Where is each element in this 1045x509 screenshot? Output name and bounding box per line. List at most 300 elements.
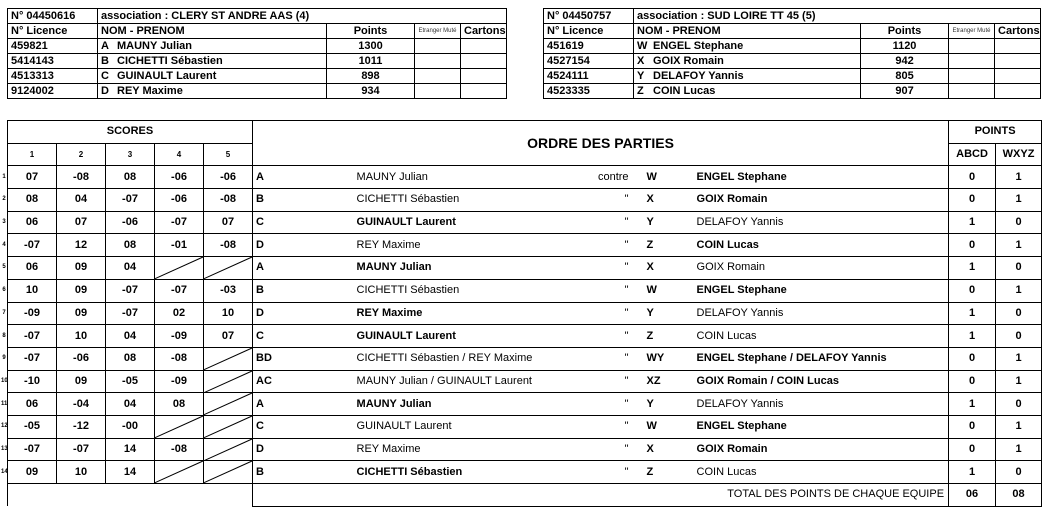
points-abcd: 0 — [949, 415, 996, 438]
set-score: -01 — [155, 234, 204, 257]
player-name: GOIX Romain — [653, 54, 724, 67]
player-name-cell — [634, 84, 861, 99]
points-abcd: 0 — [949, 234, 996, 257]
right-player-name: COIN Lucas — [694, 325, 949, 348]
match-number: 2 — [2, 196, 6, 203]
set-score: 04 — [57, 189, 106, 212]
right-letter: W — [637, 166, 694, 189]
set-score: 09 — [57, 370, 106, 393]
left-letter: AC — [253, 370, 305, 393]
set-score: 12 — [57, 234, 106, 257]
set-score: -06 — [155, 166, 204, 189]
player-letter: C — [101, 69, 109, 82]
set-score: -07 — [106, 302, 155, 325]
points-abcd: 1 — [949, 302, 996, 325]
set-score: -09 7 — [8, 302, 57, 325]
set-score: 08 — [106, 166, 155, 189]
player-points: 805 — [861, 69, 949, 84]
ordre-title: ORDRE DES PARTIES — [253, 121, 949, 166]
contre-mark: " — [570, 461, 637, 484]
left-letter: D — [253, 438, 305, 461]
set-score: -09 — [155, 370, 204, 393]
set-score: -08 — [155, 347, 204, 370]
abcd-header: ABCD — [949, 143, 996, 166]
set-score: -08 — [155, 438, 204, 461]
contre-mark: " — [570, 189, 637, 212]
set-score: -08 — [204, 234, 253, 257]
match-number: 4 — [2, 241, 6, 248]
licence-header: N° Licence — [544, 24, 634, 39]
player-row — [8, 84, 507, 99]
player-cartons — [461, 84, 507, 99]
right-player-name: DELAFOY Yannis — [694, 211, 949, 234]
player-name: ENGEL Stephane — [653, 39, 744, 52]
set-score: -06 — [204, 166, 253, 189]
set-score: 06 5 — [8, 257, 57, 280]
player-etranger — [415, 54, 461, 69]
team-association: association : CLERY ST ANDRE AAS (4) — [98, 9, 415, 24]
right-letter: X — [637, 438, 694, 461]
set-score: 08 — [155, 393, 204, 416]
player-cartons — [995, 39, 1041, 54]
points-wxyz: 1 — [996, 347, 1042, 370]
player-points: 1011 — [327, 54, 415, 69]
match-row — [8, 189, 1042, 212]
left-letter: C — [253, 325, 305, 348]
player-row — [544, 84, 1041, 99]
contre-mark: contre — [570, 166, 637, 189]
match-row — [8, 393, 1042, 416]
right-player-name: GOIX Romain — [694, 257, 949, 280]
points-wxyz: 1 — [996, 189, 1042, 212]
set-score: -00 — [106, 415, 155, 438]
player-row — [544, 39, 1041, 54]
left-player-name: MAUNY Julian / GUINAULT Laurent — [305, 370, 570, 393]
player-name: COIN Lucas — [653, 84, 716, 97]
total-abcd: 06 — [949, 484, 996, 507]
player-licence: 4523335 — [544, 84, 634, 99]
points-abcd: 1 — [949, 461, 996, 484]
set-score: -07 — [155, 211, 204, 234]
set-score: 10 — [204, 302, 253, 325]
set-score: -07 13 — [8, 438, 57, 461]
set-score: 02 — [155, 302, 204, 325]
unplayed-set-slash — [204, 393, 252, 415]
right-letter: Y — [637, 393, 694, 416]
set-score: 09 14 — [8, 461, 57, 484]
player-cartons — [461, 39, 507, 54]
right-letter: Y — [637, 302, 694, 325]
etranger-header: Etranger Muté — [949, 24, 995, 39]
right-letter: X — [637, 189, 694, 212]
left-letter: B — [253, 189, 305, 212]
unplayed-set-slash — [155, 257, 203, 279]
left-player-name: MAUNY Julian — [305, 166, 570, 189]
contre-mark: " — [570, 211, 637, 234]
contre-mark: " — [570, 393, 637, 416]
set-score: 14 — [106, 461, 155, 484]
player-name-cell — [634, 54, 861, 69]
points-abcd: 0 — [949, 166, 996, 189]
contre-mark: " — [570, 279, 637, 302]
match-number: 5 — [2, 264, 6, 271]
contre-mark: " — [570, 234, 637, 257]
player-licence: 9124002 — [8, 84, 98, 99]
right-letter: W — [637, 279, 694, 302]
player-licence: 451619 — [544, 39, 634, 54]
left-player-name: CICHETTI Sébastien / REY Maxime — [305, 347, 570, 370]
right-player-name: ENGEL Stephane — [694, 415, 949, 438]
right-player-name: ENGEL Stephane — [694, 166, 949, 189]
etranger-header: Etranger Muté — [415, 24, 461, 39]
set-score: 07 — [204, 211, 253, 234]
match-row — [8, 166, 1042, 189]
right-letter: Z — [637, 325, 694, 348]
set-score: -07 8 — [8, 325, 57, 348]
unplayed-set-slash — [204, 257, 252, 279]
right-letter: Z — [637, 234, 694, 257]
player-letter: D — [101, 84, 109, 97]
set-score — [204, 347, 253, 370]
match-number: 1 — [2, 173, 6, 180]
player-name-cell — [98, 39, 327, 54]
player-name: REY Maxime — [117, 84, 183, 97]
unplayed-set-slash — [204, 439, 252, 461]
points-wxyz: 0 — [996, 393, 1042, 416]
set-score: -07 4 — [8, 234, 57, 257]
set-score: -07 — [106, 189, 155, 212]
set-score: 04 — [106, 325, 155, 348]
match-number: 8 — [2, 332, 6, 339]
left-letter: B — [253, 279, 305, 302]
left-player-name: CICHETTI Sébastien — [305, 189, 570, 212]
set-score: 06 11 — [8, 393, 57, 416]
name-header: NOM - PRENOM — [98, 24, 327, 39]
set-score: 09 — [57, 279, 106, 302]
player-letter: W — [637, 39, 648, 52]
left-player-name: MAUNY Julian — [305, 257, 570, 280]
set-number: 3 — [106, 143, 155, 166]
left-player-name: GUINAULT Laurent — [305, 415, 570, 438]
points-abcd: 1 — [949, 211, 996, 234]
set-score: 07 — [204, 325, 253, 348]
set-score: 07 — [57, 211, 106, 234]
points-header: Points — [861, 24, 949, 39]
left-player-name: GUINAULT Laurent — [305, 211, 570, 234]
unplayed-set-slash — [204, 371, 252, 393]
total-label: TOTAL DES POINTS DE CHAQUE EQUIPE — [253, 484, 949, 507]
points-abcd: 1 — [949, 325, 996, 348]
wxyz-header: WXYZ — [996, 143, 1042, 166]
match-row — [8, 257, 1042, 280]
match-row — [8, 347, 1042, 370]
set-score: -08 — [204, 189, 253, 212]
set-score: 06 3 — [8, 211, 57, 234]
player-cartons — [995, 84, 1041, 99]
player-row — [544, 54, 1041, 69]
set-score: -09 — [155, 325, 204, 348]
right-letter: WY — [637, 347, 694, 370]
player-licence: 459821 — [8, 39, 98, 54]
right-player-name: DELAFOY Yannis — [694, 302, 949, 325]
match-row — [8, 325, 1042, 348]
right-player-name: COIN Lucas — [694, 234, 949, 257]
player-licence: 4527154 — [544, 54, 634, 69]
set-number: 5 — [204, 143, 253, 166]
set-score — [204, 257, 253, 280]
match-number: 12 — [1, 423, 8, 430]
player-letter: X — [637, 54, 645, 67]
right-letter: Z — [637, 461, 694, 484]
left-player-name: REY Maxime — [305, 302, 570, 325]
set-score — [155, 461, 204, 484]
set-score — [155, 415, 204, 438]
player-cartons — [995, 69, 1041, 84]
set-number: 2 — [57, 143, 106, 166]
left-letter: C — [253, 415, 305, 438]
right-player-name: ENGEL Stephane / DELAFOY Yannis — [694, 347, 949, 370]
set-score: -08 — [57, 166, 106, 189]
total-wxyz: 08 — [996, 484, 1042, 507]
left-player-name: REY Maxime — [305, 234, 570, 257]
player-points: 898 — [327, 69, 415, 84]
points-wxyz: 0 — [996, 325, 1042, 348]
match-row — [8, 438, 1042, 461]
set-score: 09 — [57, 302, 106, 325]
set-score: -06 — [106, 211, 155, 234]
player-name: GUINAULT Laurent — [117, 69, 217, 82]
player-etranger — [415, 84, 461, 99]
contre-mark: " — [570, 325, 637, 348]
unplayed-set-slash — [155, 416, 203, 438]
points-wxyz: 0 — [996, 257, 1042, 280]
scores-title: SCORES — [8, 121, 253, 144]
set-score — [204, 438, 253, 461]
left-player-name: REY Maxime — [305, 438, 570, 461]
player-row — [544, 69, 1041, 84]
player-name-cell — [634, 39, 861, 54]
set-score: -05 12 — [8, 415, 57, 438]
team-right-table — [543, 8, 1041, 99]
set-score: 10 6 — [8, 279, 57, 302]
player-etranger — [415, 69, 461, 84]
points-wxyz: 1 — [996, 438, 1042, 461]
set-score: 14 — [106, 438, 155, 461]
left-letter: A — [253, 257, 305, 280]
points-abcd: 1 — [949, 393, 996, 416]
set-score: 08 2 — [8, 189, 57, 212]
player-etranger — [949, 39, 995, 54]
right-letter: XZ — [637, 370, 694, 393]
player-points: 942 — [861, 54, 949, 69]
left-letter: A — [253, 393, 305, 416]
points-abcd: 0 — [949, 347, 996, 370]
right-player-name: DELAFOY Yannis — [694, 393, 949, 416]
match-row — [8, 234, 1042, 257]
points-wxyz: 0 — [996, 211, 1042, 234]
right-player-name: GOIX Romain — [694, 189, 949, 212]
left-letter: B — [253, 461, 305, 484]
contre-mark: " — [570, 302, 637, 325]
left-letter: C — [253, 211, 305, 234]
contre-mark: " — [570, 415, 637, 438]
right-letter: X — [637, 257, 694, 280]
left-player-name: GUINAULT Laurent — [305, 325, 570, 348]
set-score: -12 — [57, 415, 106, 438]
left-letter: D — [253, 302, 305, 325]
match-number: 9 — [2, 355, 6, 362]
player-name-cell — [98, 54, 327, 69]
match-row — [8, 302, 1042, 325]
unplayed-set-slash — [155, 461, 203, 483]
set-score: -03 — [204, 279, 253, 302]
set-score: 07 1 — [8, 166, 57, 189]
left-letter: A — [253, 166, 305, 189]
player-row — [8, 54, 507, 69]
points-abcd: 0 — [949, 438, 996, 461]
unplayed-set-slash — [204, 416, 252, 438]
set-score: -06 — [57, 347, 106, 370]
set-score — [204, 393, 253, 416]
set-score: -04 — [57, 393, 106, 416]
set-score: -06 — [155, 189, 204, 212]
left-player-name: CICHETTI Sébastien — [305, 461, 570, 484]
player-cartons — [461, 69, 507, 84]
set-number: 4 — [155, 143, 204, 166]
set-score: 04 — [106, 257, 155, 280]
contre-mark: " — [570, 370, 637, 393]
player-name: MAUNY Julian — [117, 39, 192, 52]
match-number: 14 — [1, 468, 8, 475]
points-wxyz: 1 — [996, 166, 1042, 189]
points-header: Points — [327, 24, 415, 39]
cartons-header: Cartons — [461, 24, 507, 39]
right-player-name: COIN Lucas — [694, 461, 949, 484]
match-row — [8, 415, 1042, 438]
right-letter: Y — [637, 211, 694, 234]
player-points: 1120 — [861, 39, 949, 54]
set-score: -10 10 — [8, 370, 57, 393]
set-score — [204, 461, 253, 484]
set-score: 08 — [106, 234, 155, 257]
unplayed-set-slash — [204, 461, 252, 483]
player-name-cell — [634, 69, 861, 84]
match-row — [8, 279, 1042, 302]
points-wxyz: 0 — [996, 302, 1042, 325]
points-wxyz: 1 — [996, 370, 1042, 393]
player-letter: A — [101, 39, 109, 52]
match-number: 6 — [2, 287, 6, 294]
contre-mark: " — [570, 347, 637, 370]
set-score: -07 — [155, 279, 204, 302]
left-player-name: CICHETTI Sébastien — [305, 279, 570, 302]
points-abcd: 0 — [949, 189, 996, 212]
points-wxyz: 1 — [996, 415, 1042, 438]
team-left-table — [7, 8, 507, 99]
player-name: DELAFOY Yannis — [653, 69, 744, 82]
player-licence: 4524111 — [544, 69, 634, 84]
set-score: 08 — [106, 347, 155, 370]
set-score: 10 — [57, 325, 106, 348]
player-etranger — [415, 39, 461, 54]
player-name: CICHETTI Sébastien — [117, 54, 223, 67]
player-points: 1300 — [327, 39, 415, 54]
player-name-cell — [98, 84, 327, 99]
left-letter: BD — [253, 347, 305, 370]
left-player-name: MAUNY Julian — [305, 393, 570, 416]
player-points: 907 — [861, 84, 949, 99]
match-number: 3 — [2, 219, 6, 226]
team-association: association : SUD LOIRE TT 45 (5) — [634, 9, 949, 24]
team-number: N° 04450757 — [544, 9, 634, 24]
set-score: 09 — [57, 257, 106, 280]
right-player-name: GOIX Romain — [694, 438, 949, 461]
points-wxyz: 0 — [996, 461, 1042, 484]
set-score — [204, 370, 253, 393]
right-player-name: GOIX Romain / COIN Lucas — [694, 370, 949, 393]
match-number: 13 — [1, 445, 8, 452]
set-score: 04 — [106, 393, 155, 416]
set-number: 1 — [8, 143, 57, 166]
match-number: 10 — [1, 377, 8, 384]
player-letter: Z — [637, 84, 644, 97]
name-header: NOM - PRENOM — [634, 24, 861, 39]
set-score — [204, 415, 253, 438]
points-title: POINTS — [949, 121, 1042, 144]
unplayed-set-slash — [204, 348, 252, 370]
player-row — [8, 69, 507, 84]
match-number: 11 — [1, 400, 8, 407]
match-row — [8, 461, 1042, 484]
cartons-header: Cartons — [995, 24, 1041, 39]
set-score — [155, 257, 204, 280]
player-letter: Y — [637, 69, 645, 82]
points-abcd: 0 — [949, 370, 996, 393]
set-score: -07 — [106, 279, 155, 302]
team-number: N° 04450616 — [8, 9, 98, 24]
points-abcd: 0 — [949, 279, 996, 302]
licence-header: N° Licence — [8, 24, 98, 39]
right-player-name: ENGEL Stephane — [694, 279, 949, 302]
left-letter: D — [253, 234, 305, 257]
player-row — [8, 39, 507, 54]
player-points: 934 — [327, 84, 415, 99]
player-etranger — [949, 84, 995, 99]
set-score: -07 9 — [8, 347, 57, 370]
right-letter: W — [637, 415, 694, 438]
set-score: -07 — [57, 438, 106, 461]
points-wxyz: 1 — [996, 234, 1042, 257]
player-letter: B — [101, 54, 109, 67]
contre-mark: " — [570, 438, 637, 461]
points-abcd: 1 — [949, 257, 996, 280]
points-wxyz: 1 — [996, 279, 1042, 302]
player-name-cell — [98, 69, 327, 84]
player-cartons — [461, 54, 507, 69]
player-licence: 4513313 — [8, 69, 98, 84]
player-cartons — [995, 54, 1041, 69]
set-score: -05 — [106, 370, 155, 393]
match-row — [8, 211, 1042, 234]
contre-mark: " — [570, 257, 637, 280]
player-etranger — [949, 54, 995, 69]
match-row — [8, 370, 1042, 393]
match-number: 7 — [2, 309, 6, 316]
set-score: 10 — [57, 461, 106, 484]
player-licence: 5414143 — [8, 54, 98, 69]
player-etranger — [949, 69, 995, 84]
match-order-table — [1, 120, 1042, 507]
